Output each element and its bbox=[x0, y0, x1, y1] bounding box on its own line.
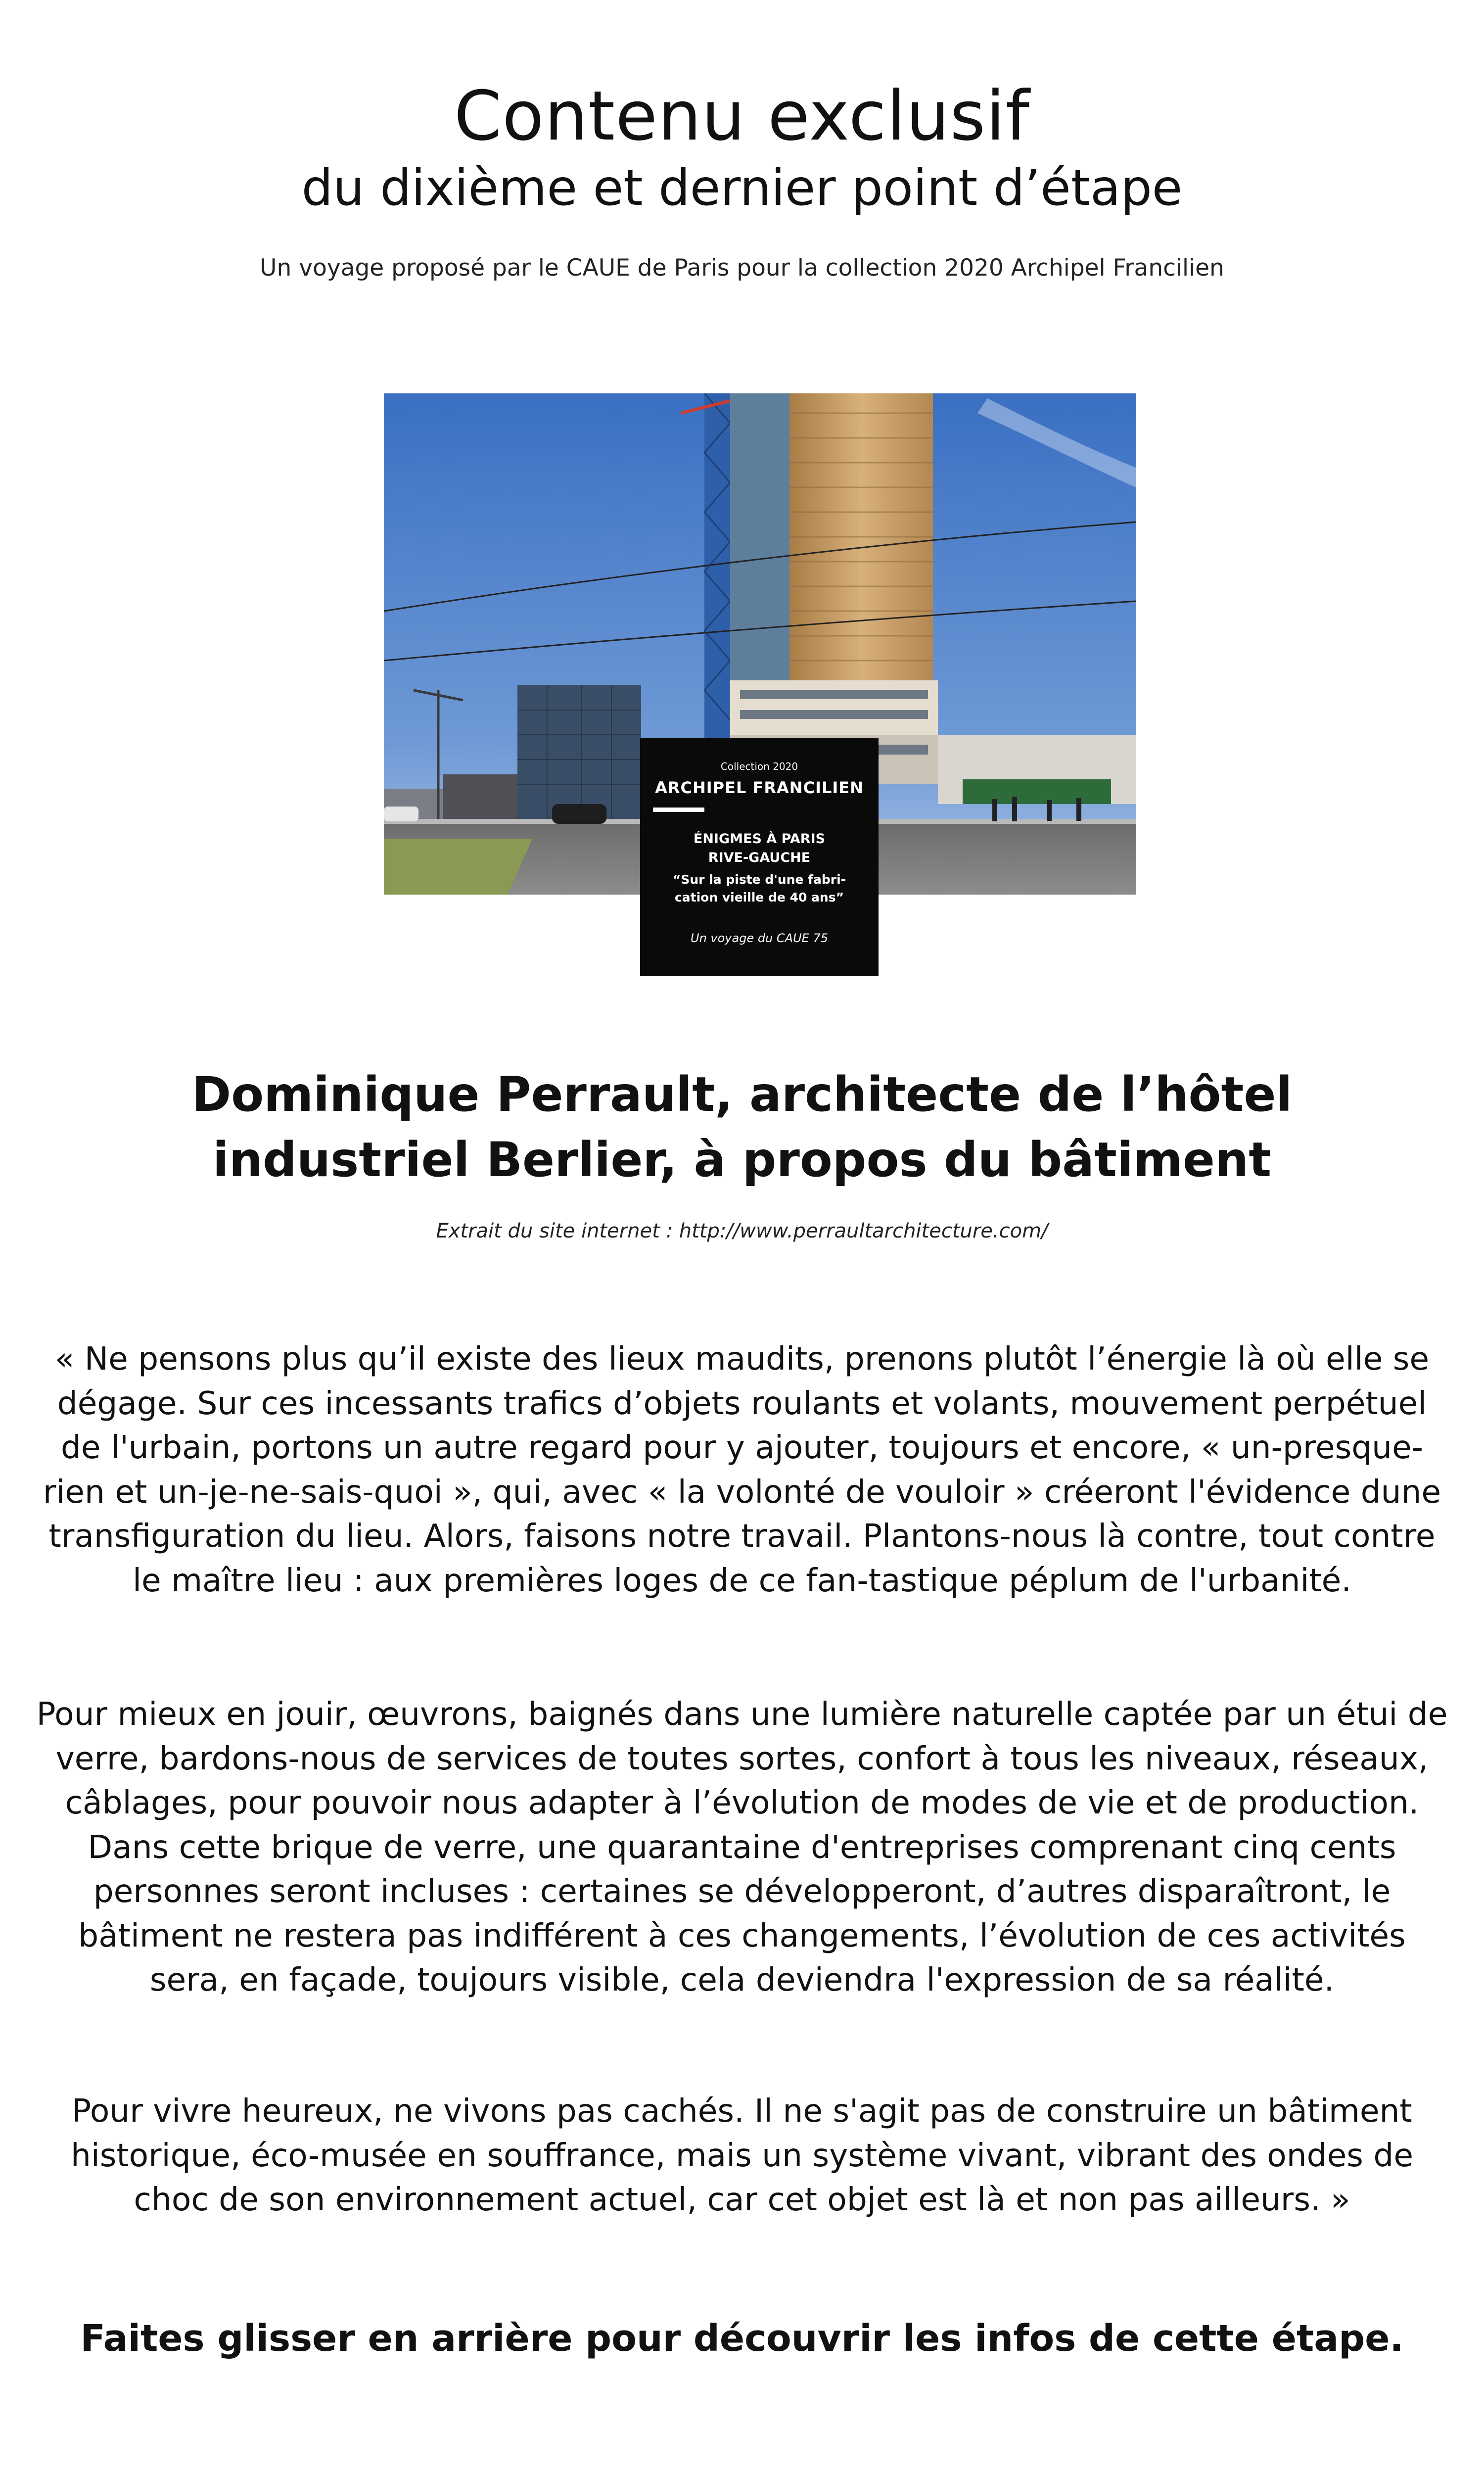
quote-paragraph-3: Pour vivre heureux, ne vivons pas cachés. Il ne s'agit pas de construire un bâtiment historique, éco-musée en souffrance, mais un système vivant, vibrant des ondes de choc de son environnement actuel, car cet objet est là et non pas ailleurs. » bbox=[70, 2093, 1414, 2218]
card-divider bbox=[653, 808, 704, 812]
quote-paragraph-2: Pour mieux en jouir, œuvrons, baignés dans une lumière naturelle captée par un étui de verre, bardons-nous de services de toutes sortes, confort à tous les niveaux, réseaux, câblages, pour pouvoir nous adapter à l’évolution de modes de vie et de production. Dans cette brique de verre, une quarantaine d'entreprises comprenant cinq cents personnes seront incluses : certaines se développeront, d’autres disparaîtront, le bâtiment ne restera pas indifférent à ces changements, l’évolution de ces activités sera, en façade, toujours visible, cela deviendra l'expression de sa réalité. bbox=[36, 1696, 1448, 1998]
collection-card bbox=[640, 738, 879, 976]
page-subtitle: du dixième et dernier point d’étape bbox=[301, 159, 1183, 217]
card-quote: “Sur la piste d'une fabri-cation vieille de 40 ans” bbox=[672, 872, 846, 904]
page-title: Contenu exclusif bbox=[454, 76, 1030, 156]
card-enigmes-line1: ÉNIGMES À PARIS bbox=[693, 831, 826, 847]
card-enigmes-line2: RIVE-GAUCHE bbox=[708, 850, 811, 865]
swipe-back-instruction: Faites glisser en arrière pour découvrir les infos de cette étape. bbox=[80, 2317, 1404, 2360]
quote-paragraph-1: « Ne pensons plus qu’il existe des lieux maudits, prenons plutôt l’énergie là où elle se dégage. Sur ces incessants trafics d’objets roulants et volants, mouvement perpétuel de l'urbain, portons un autre regard pour y ajouter, toujours et encore, « un-presque-rien et un-je-ne-sais-quoi », qui, avec « la volonté de vouloir » créeront l'évidence dune transfiguration du lieu. Alors, faisons notre travail. Plantons-nous là contre, tout contre le maître lieu : aux premières loges de ce fan-tastique péplum de l'urbanité. bbox=[43, 1340, 1441, 1599]
source-credit: Extrait du site internet : http://www.perraultarchitecture.com/ bbox=[436, 1220, 1048, 1242]
card-footer: Un voyage du CAUE 75 bbox=[691, 931, 828, 945]
card-collection-label: Collection 2020 bbox=[720, 761, 798, 772]
tagline: Un voyage proposé par le CAUE de Paris pour la collection 2020 Archipel Francilien bbox=[260, 254, 1224, 282]
card-brand: ARCHIPEL FRANCILIEN bbox=[655, 778, 864, 797]
article-heading: Dominique Perrault, architecte de l’hôtel industriel Berlier, à propos du bâtiment bbox=[191, 1067, 1293, 1188]
